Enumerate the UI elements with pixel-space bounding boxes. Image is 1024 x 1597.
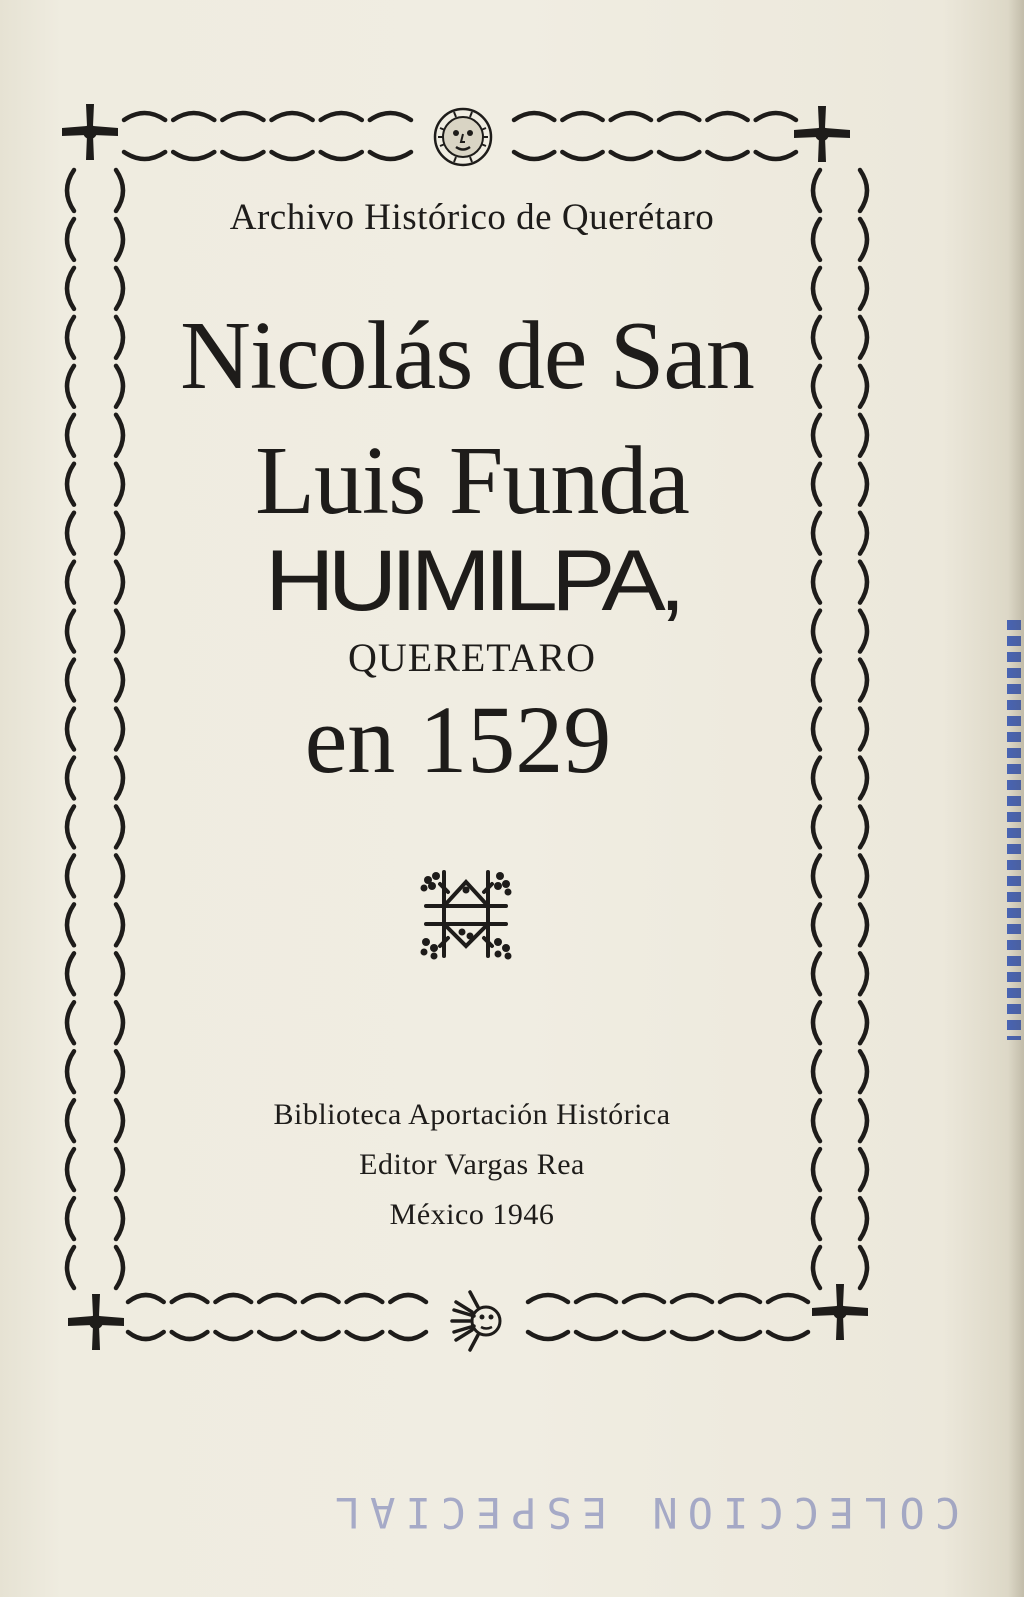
- book-title-line-3: HUIMILPA,: [264, 533, 680, 629]
- border-scallop-right: [860, 1002, 867, 1043]
- border-scallop-left: [67, 1051, 74, 1092]
- border-scallop-bottom: [303, 1295, 339, 1302]
- sun-face-icon: [448, 1290, 514, 1352]
- cross-center-icon: [83, 125, 97, 139]
- book-title-line-1: Nicolás de San: [180, 302, 754, 410]
- border-scallop-bottom: [215, 1295, 251, 1302]
- sun-face-icon: [432, 106, 494, 168]
- border-scallop-top: [611, 152, 651, 159]
- place-and-year: México 1946: [389, 1198, 555, 1231]
- border-scallop-left: [67, 953, 74, 994]
- border-scallop-top: [173, 152, 214, 159]
- border-scallop-bottom: [672, 1332, 712, 1339]
- border-scallop-bottom: [720, 1295, 760, 1302]
- border-scallop-top: [514, 113, 554, 120]
- border-scallop-top: [321, 113, 362, 120]
- border-scallop-top: [272, 152, 313, 159]
- border-scallop-bottom: [172, 1332, 208, 1339]
- border-scallop-right: [813, 855, 820, 896]
- cross-center-icon: [89, 1315, 103, 1329]
- border-scallop-left: [67, 904, 74, 945]
- book-title-line-4: QUERETARO: [347, 635, 596, 680]
- border-scallop-right: [860, 953, 867, 994]
- border-scallop-top: [124, 113, 165, 120]
- border-scallop-right: [813, 904, 820, 945]
- border-scallop-top: [370, 113, 411, 120]
- border-scallop-top: [756, 113, 796, 120]
- border-scallop-left: [116, 1247, 123, 1288]
- border-scallop-bottom: [576, 1332, 616, 1339]
- book-title-line-5: en 1529: [304, 686, 612, 793]
- border-scallop-bottom: [768, 1295, 808, 1302]
- border-scallop-bottom: [347, 1332, 383, 1339]
- border-scallop-bottom: [128, 1332, 164, 1339]
- border-scallop-left: [67, 806, 74, 847]
- border-scallop-top: [370, 152, 411, 159]
- border-scallop-left: [67, 1247, 74, 1288]
- border-scallop-top: [222, 113, 263, 120]
- border-scallop-top: [707, 113, 747, 120]
- border-scallop-top: [659, 113, 699, 120]
- border-scallop-right: [813, 1247, 820, 1288]
- border-scallop-bottom: [624, 1332, 664, 1339]
- library-stamp: COLECCION ESPECIAL: [324, 1488, 960, 1537]
- border-scallop-left: [67, 1002, 74, 1043]
- border-scallop-bottom: [672, 1295, 712, 1302]
- border-scallop-top: [756, 152, 796, 159]
- cross-center-icon: [815, 127, 829, 141]
- border-scallop-top: [562, 113, 602, 120]
- border-scallop-top: [514, 152, 554, 159]
- border-scallop-bottom: [528, 1295, 568, 1302]
- border-scallop-top: [611, 113, 651, 120]
- border-scallop-top: [272, 113, 313, 120]
- border-scallop-bottom: [528, 1332, 568, 1339]
- border-scallop-right: [860, 806, 867, 847]
- archive-title: Archivo Histórico de Querétaro: [229, 197, 715, 238]
- border-scallop-right: [860, 855, 867, 896]
- border-scallop-bottom: [347, 1295, 383, 1302]
- border-scallop-bottom: [576, 1295, 616, 1302]
- border-scallop-top: [659, 152, 699, 159]
- border-scallop-bottom: [768, 1332, 808, 1339]
- border-scallop-bottom: [128, 1295, 164, 1302]
- book-title-line-2: Luis Funda: [255, 427, 689, 535]
- border-scallop-left: [67, 855, 74, 896]
- border-scallop-bottom: [390, 1332, 426, 1339]
- editor-name: Editor Vargas Rea: [359, 1148, 585, 1181]
- border-scallop-bottom: [259, 1332, 295, 1339]
- border-scallop-left: [116, 1002, 123, 1043]
- border-scallop-top: [562, 152, 602, 159]
- border-scallop-right: [860, 1051, 867, 1092]
- border-scallop-bottom: [390, 1295, 426, 1302]
- series-name: Biblioteca Aportación Histórica: [273, 1098, 671, 1131]
- border-scallop-bottom: [215, 1332, 251, 1339]
- border-scallop-right: [813, 1051, 820, 1092]
- border-scallop-left: [116, 806, 123, 847]
- border-scallop-left: [116, 904, 123, 945]
- border-scallop-bottom: [624, 1295, 664, 1302]
- cross-center-icon: [833, 1305, 847, 1319]
- page-edge-shadow: [1008, 0, 1024, 1597]
- border-scallop-bottom: [720, 1332, 760, 1339]
- border-scallop-left: [116, 855, 123, 896]
- border-scallop-right: [860, 1247, 867, 1288]
- border-scallop-right: [860, 904, 867, 945]
- border-scallop-top: [124, 152, 165, 159]
- border-scallop-bottom: [259, 1295, 295, 1302]
- border-scallop-right: [813, 953, 820, 994]
- border-scallop-top: [173, 113, 214, 120]
- border-scallop-top: [321, 152, 362, 159]
- grape-vine-ornament-icon: [414, 862, 518, 966]
- border-scallop-bottom: [303, 1332, 339, 1339]
- border-scallop-bottom: [172, 1295, 208, 1302]
- border-scallop-right: [813, 806, 820, 847]
- border-scallop-left: [116, 953, 123, 994]
- border-scallop-top: [222, 152, 263, 159]
- border-scallop-top: [707, 152, 747, 159]
- border-scallop-left: [116, 1051, 123, 1092]
- border-scallop-right: [813, 1002, 820, 1043]
